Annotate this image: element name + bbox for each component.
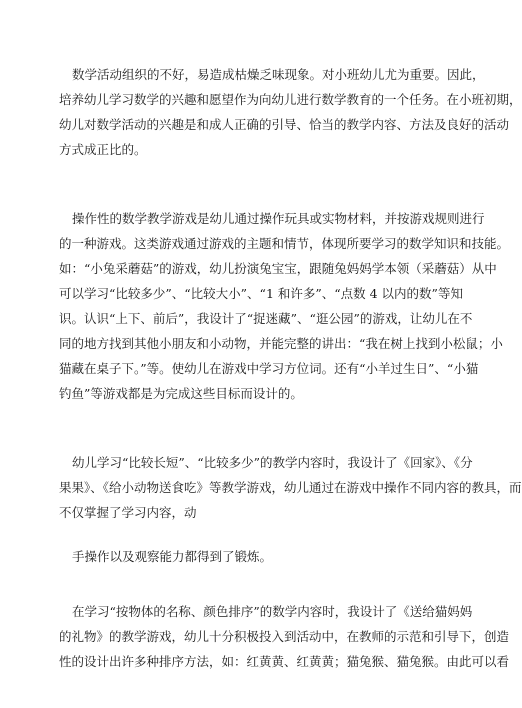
- text-line: 钓鱼”等游戏都是为完成这些目标而设计的。: [59, 386, 303, 401]
- text-line: 幼儿学习“比较长短”、“比较多少”的教学内容时，我设计了《回家》、《分: [72, 455, 473, 470]
- text-line: 方式成正比的。: [59, 142, 147, 157]
- paragraph-4: [59, 544, 457, 569]
- text-line: 可以学习“比较多少”、“比较大小”、“1 和许多”、“点数 4 以内的数”等知: [59, 286, 463, 301]
- text-line: 操作性的数学教学游戏是幼儿通过操作玩具或实物材料，并按游戏规则进行: [72, 211, 485, 226]
- paragraph-1: [59, 62, 522, 162]
- text-line: 的礼物》的教学游戏，幼儿十分积极投入到活动中，在教师的示范和引导下，创造: [59, 629, 510, 644]
- text-line: 如：“小兔采蘑菇”的游戏，幼儿扮演兔宝宝，跟随兔妈妈学本领（采蘑菇）从中: [59, 261, 497, 276]
- paragraph-5: [59, 599, 510, 674]
- text-line: 培养幼儿学习数学的兴趣和愿望作为向幼儿进行数学教育的一个任务。在小班初期，: [59, 92, 522, 107]
- text-line: 猫藏在桌子下。”等。使幼儿在游戏中学习方位词。还有“小羊过生日”、“小猫: [59, 361, 479, 376]
- paragraph-2: [59, 206, 510, 406]
- text-line: 不仅掌握了学习内容，动: [59, 505, 197, 520]
- text-line: 数学活动组织的不好，易造成枯燥乏味现象。对小班幼儿尤为重要。因此，: [72, 67, 485, 82]
- text-line: 幼儿对数学活动的兴趣是和成人正确的引导、恰当的教学内容、方法及良好的活动: [59, 117, 510, 132]
- text-line: 的一种游戏。这类游戏通过游戏的主题和情节，体现所要学习的数学知识和技能。: [59, 236, 510, 251]
- text-line: 果果》、《给小动物送食吃》等教学游戏，幼儿通过在游戏中操作不同内容的教具，而: [59, 480, 522, 495]
- text-line: 性的设计出许多种排序方法，如：红黄黄、红黄黄；猫兔猴、猫兔猴。由此可以看: [59, 654, 510, 669]
- paragraph-3: [59, 450, 522, 525]
- text-line: 在学习“按物体的名称、颜色排序”的数学内容时，我设计了《送给猫妈妈: [72, 604, 473, 619]
- text-line: 同的地方找到其他小朋友和小动物，并能完整的讲出：“我在树上找到小松鼠；小: [59, 336, 503, 351]
- text-line: 识。认识“上下、前后”，我设计了“捉迷藏”、“逛公园”的游戏，让幼儿在不: [59, 311, 473, 326]
- text-line: 手操作以及观察能力都得到了锻炼。: [72, 549, 273, 564]
